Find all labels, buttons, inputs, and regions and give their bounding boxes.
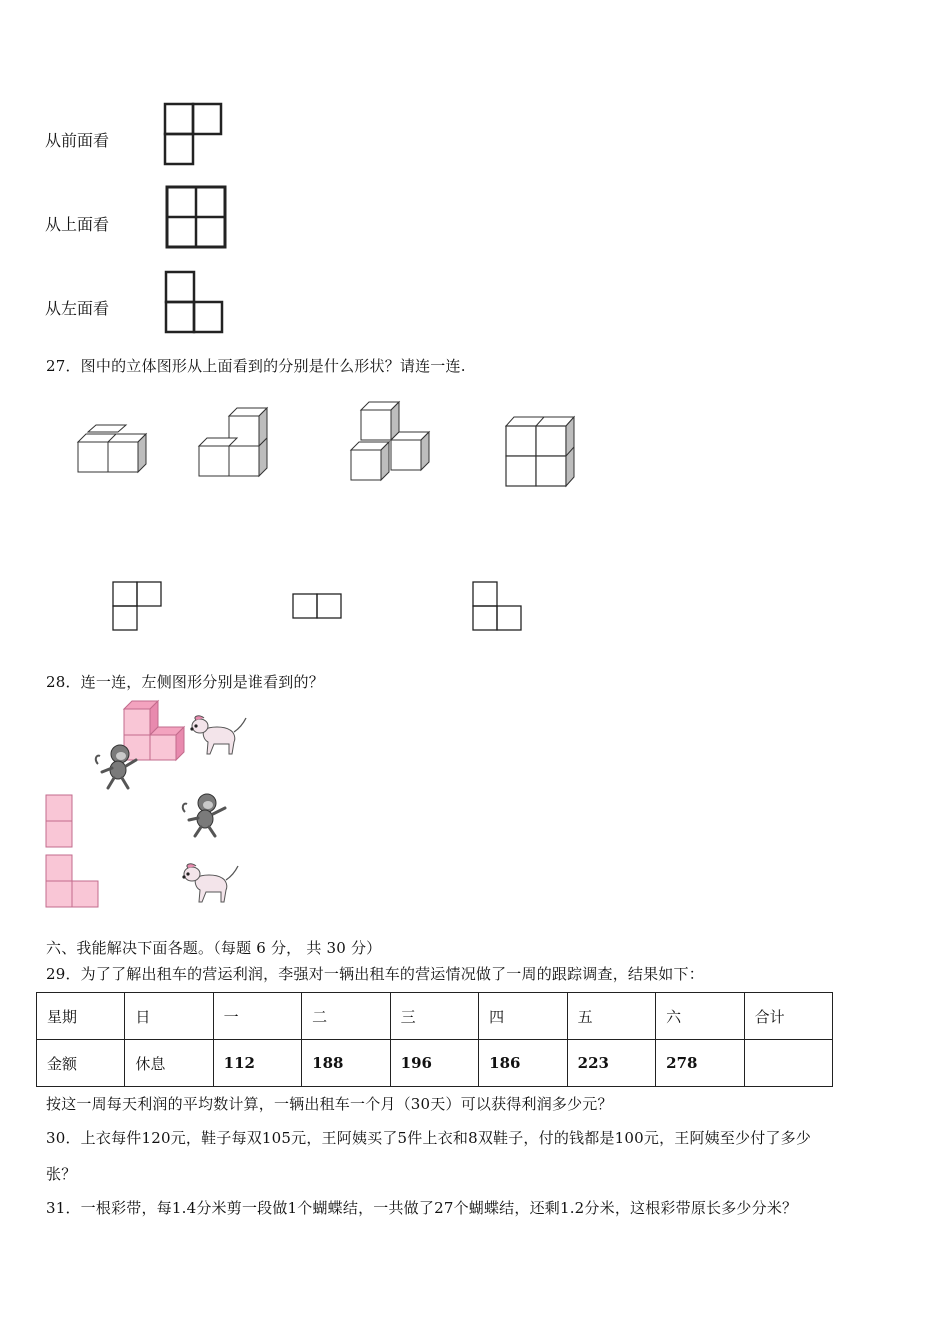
left-view-label: 从左面看: [45, 299, 110, 318]
q30-line1: 30．上衣每件120元，鞋子每双105元，王阿姨买了5件上衣和8双鞋子，付的钱都是100元，王阿姨至少付了多少: [46, 1129, 812, 1147]
monkey-icon-2: [181, 792, 229, 838]
table-cell: 三: [390, 993, 479, 1040]
pink-view-option-2: [45, 854, 99, 908]
dog-icon: [190, 714, 248, 758]
table-row-amount: [37, 1040, 833, 1087]
table-cell: 112: [213, 1040, 302, 1087]
monkey-icon: [92, 742, 140, 790]
table-cell: 一: [213, 993, 302, 1040]
q29-text: 29．为了了解出租车的营运利润，李强对一辆出租车的营运情况做了一周的跟踪调查，结果如下：: [46, 965, 704, 983]
q27-text: 27．图中的立体图形从上面看到的分别是什么形状？请连一连.: [46, 357, 466, 375]
table-cell: 四: [479, 993, 568, 1040]
q30-line2: 张？: [46, 1165, 77, 1183]
table-cell: 五: [567, 993, 656, 1040]
table-cell: 223: [567, 1040, 656, 1087]
q29-question: 按这一周每天利润的平均数计算，一辆出租车一个月（30天）可以获得利润多少元？: [46, 1095, 613, 1113]
front-view-label: 从前面看: [45, 131, 110, 150]
table-cell-total: [744, 1040, 832, 1087]
top-view-option-1: [112, 581, 162, 631]
table-cell: 六: [656, 993, 745, 1040]
table-cell: 186: [479, 1040, 568, 1087]
table-cell: 278: [656, 1040, 745, 1087]
table-cell: 196: [390, 1040, 479, 1087]
table-row-header: [37, 993, 833, 1040]
q31-text: 31．一根彩带，每1.4分米剪一段做1个蝴蝶结，一共做了27个蝴蝶结，还剩1.2分米，这根彩带原长多少分米？: [46, 1199, 798, 1217]
top-view-drawing: [164, 184, 228, 250]
profit-table: [36, 992, 833, 1087]
solid-figure-4: [504, 414, 580, 490]
table-cell: 日: [125, 993, 213, 1040]
top-view-option-3: [472, 581, 522, 631]
front-view-drawing: [163, 102, 225, 166]
left-view-drawing: [164, 270, 226, 334]
q28-text: 28．连一连，左侧图形分别是谁看到的？: [46, 673, 324, 691]
section-6-title: 六、我能解决下面各题。（每题 6 分， 共 30 分）: [46, 939, 382, 957]
table-cell: 合计: [744, 993, 832, 1040]
solid-figure-1: [76, 424, 152, 476]
table-cell: 星期: [37, 993, 125, 1040]
solid-figure-2: [197, 406, 273, 480]
table-cell: 188: [302, 1040, 391, 1087]
dog-icon-2: [182, 862, 240, 906]
pink-view-option-1: [45, 794, 73, 848]
table-cell: 金额: [37, 1040, 125, 1087]
table-cell: 二: [302, 993, 391, 1040]
solid-figure-3: [349, 400, 435, 484]
top-view-label: 从上面看: [45, 215, 110, 234]
table-cell: 休息: [125, 1040, 213, 1087]
top-view-option-2: [292, 593, 342, 619]
